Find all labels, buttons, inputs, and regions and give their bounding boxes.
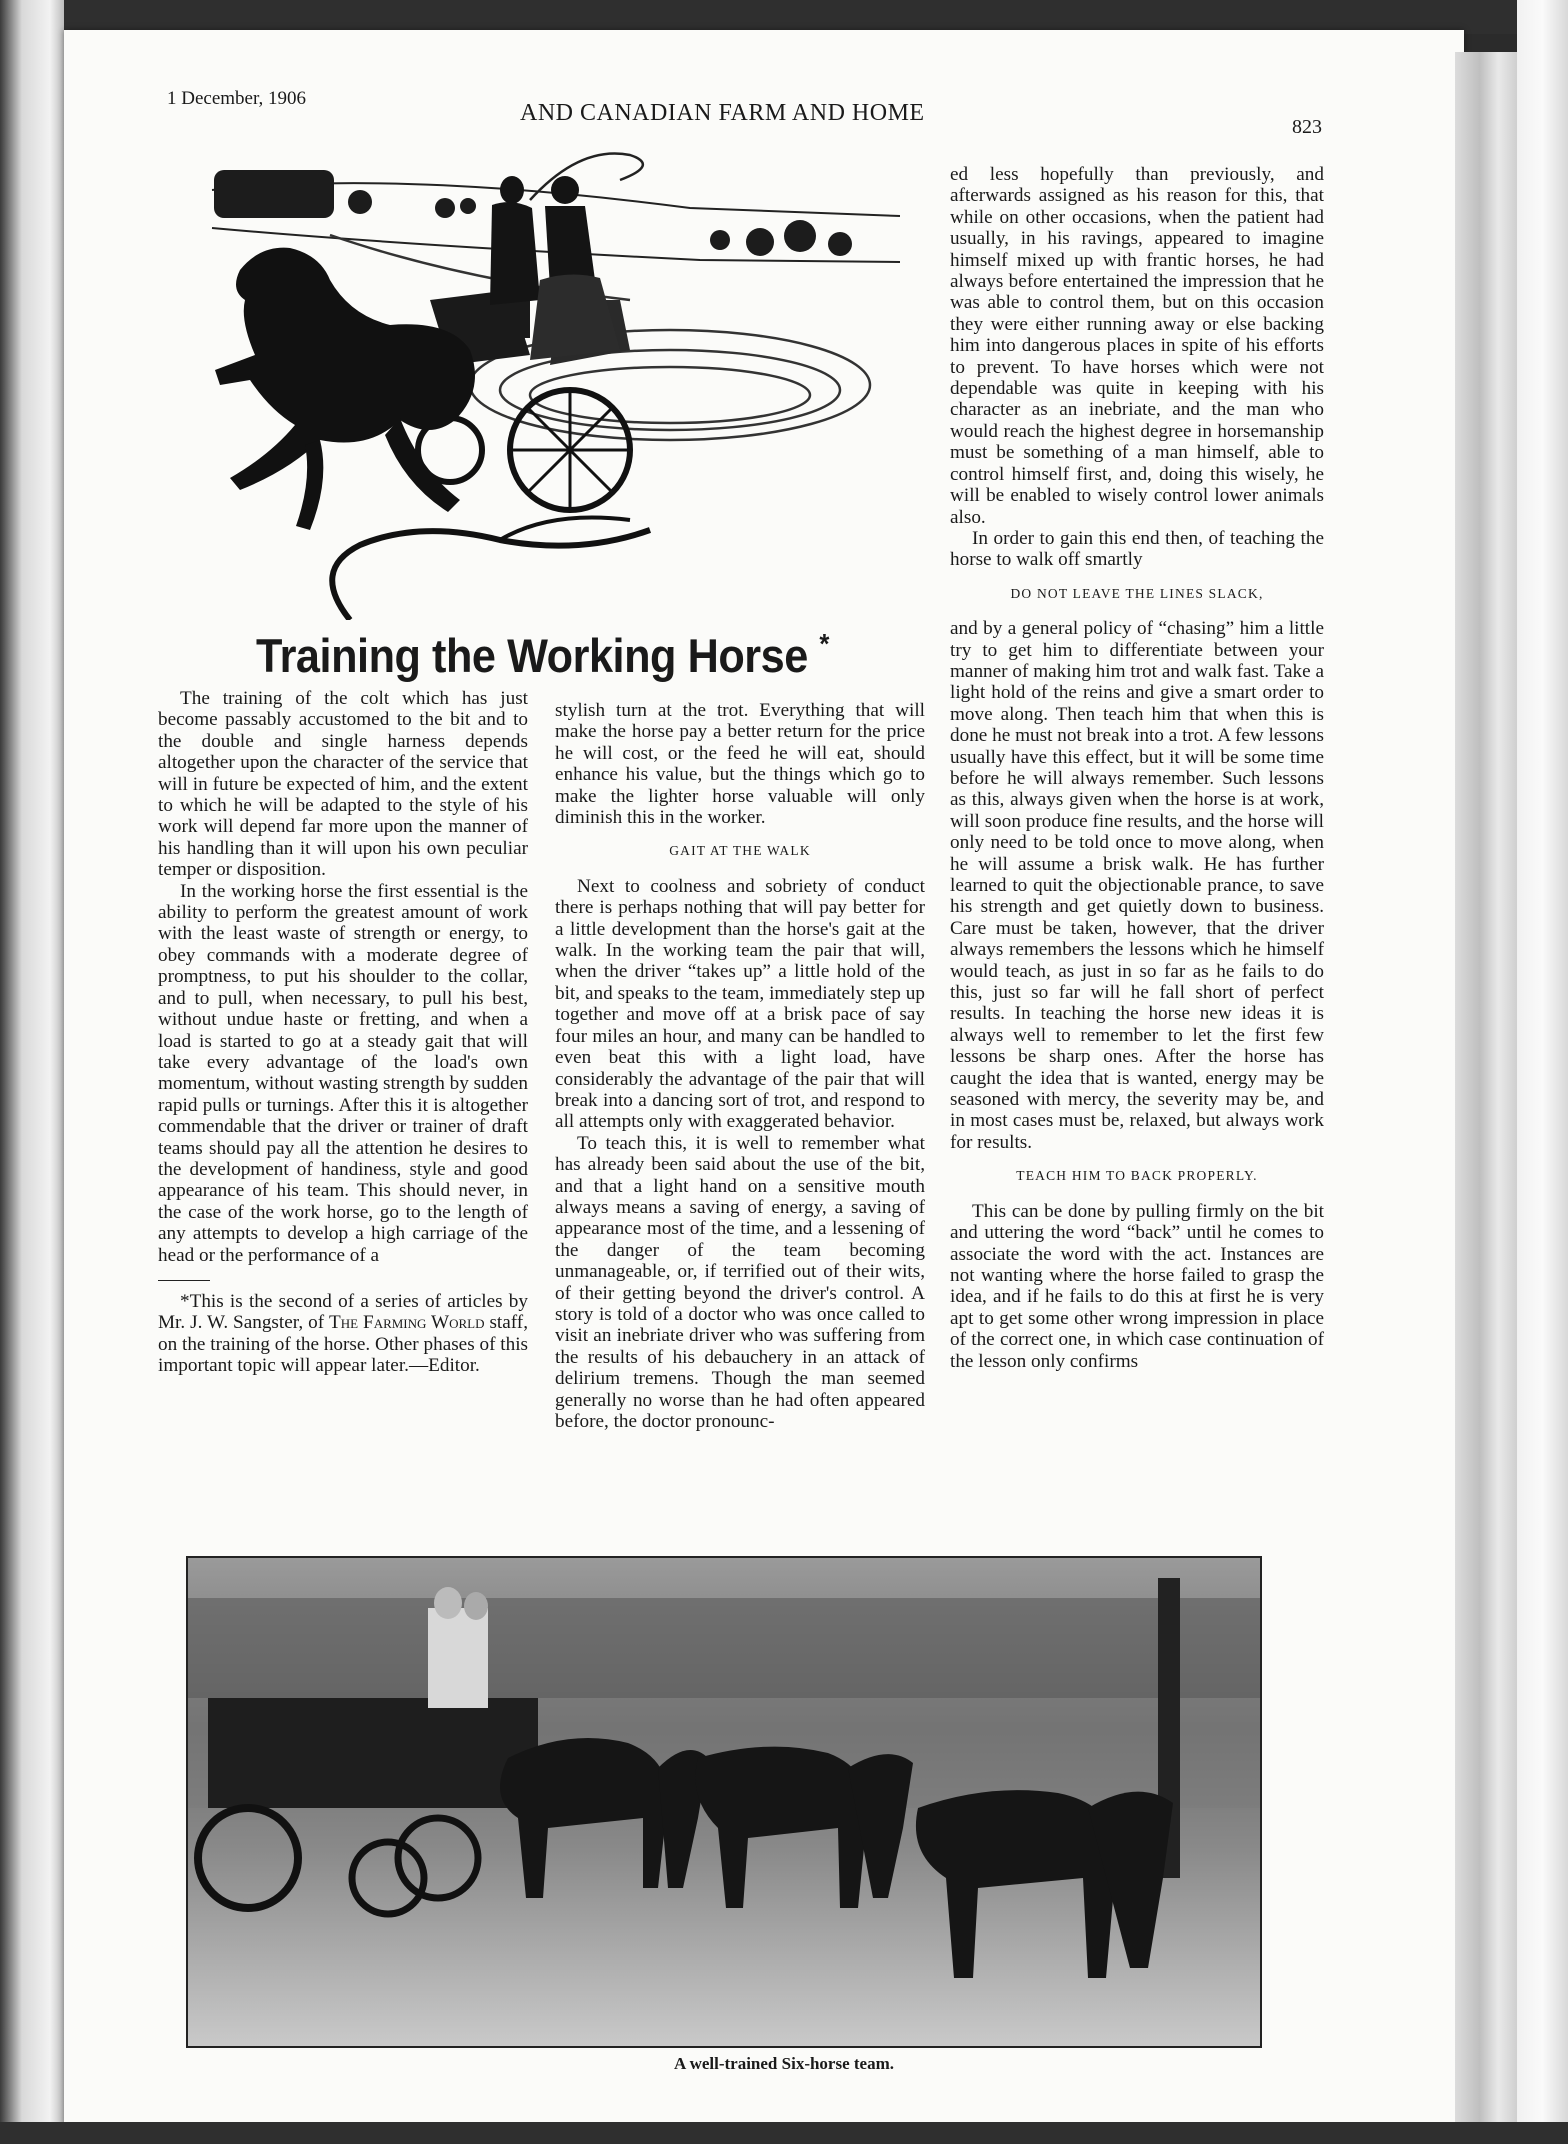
paragraph: ed less hopefully than previously, and afterwards assigned as his reason for this, that while on other occasions, when the patient had usually, in his ravings, appeared to imagine himself mixed up with frantic horses, he had always before entertained the impression that he was able to control them, but on this occasion they were either running away or else backing him into dangerous places in spite of his efforts to prevent. To have horses which were not dependable was quite in keeping with his character as an inebriate, and the man who would reach the highest degree in horsemanship must be something of a man himself, able to control himself first, and, doing this wisely, he will be enabled to wisely control lower animals also.: [950, 164, 1324, 528]
horse-carriage-illustration: [200, 150, 900, 620]
scan-border-bottom: [0, 2122, 1568, 2144]
headline-text: Training the Working Horse: [256, 629, 808, 682]
paragraph: and by a general policy of “chasing” him a little try to get him to differentiate between your manner of making him trot and walk fast. Take a light hold of the reins and give a smart order to move along. Then teach him that when this is done he must not break into a trot. A few lessons usually have this effect, but it will be some time before he will always remember. Such lessons as this, always given when the horse is at work, will soon produce fine results, and the horse will only need to be told once to move along, when he will assume a brisk walk. He has further learned to quit the objectionable prance, to save his strength and get quietly down to business. Care must be taken, however, that the driver always remembers the lessons which he himself would teach, as just in so far as he fails to do this, just so far will he fall short of perfect results. In teaching the horse new ideas it is always well to remember to let the first few lessons be sharp ones. After the horse has caught the idea that is wanted, energy may be seasoned with mercy, the severity may be, and in most cases must be, relaxed, but always work for results.: [950, 618, 1324, 1153]
footnote-marker: *: [819, 628, 829, 659]
paragraph: This can be done by pulling firmly on the bit and uttering the word “back” until he comes to associate the word with the act. Instances are not wanting where the horse failed to grasp the idea, and if he fails to do this at first he is very apt to get some other wrong impression in place of the correct one, in which case continuation of the lesson only confirms: [950, 1200, 1324, 1372]
photo-caption: A well-trained Six-horse team.: [673, 2054, 895, 2073]
paragraph: In the working horse the first essential is the ability to perform the greatest amount of work with the least waste of strength or energy, to obey commands with a moderate degree of promptness, to put his shoulder to the collar, and to pull, when necessary, to pull his best, without undue haste or fretting, and when a load is started to go at a steady gait that will take every advantage of the load's own momentum, without wasting strength by sudden rapid pulls or turnings. After this it is altogether commendable that the driver or trainer of draft teams should pay all the attention he desires to the development of handiness, style and good appearance of his team. This should never, in the case of the work horse, go to the length of any attempts to develop a high carriage of the head or the performance of a: [158, 880, 528, 1266]
paragraph: To teach this, it is well to remember what has already been said about the use of the bit, and that a light hand on a sensitive mouth always means a saving of energy, a saving of appearance most of the time, and a lessening of the danger of the team becoming unmanageable, or, if terrified out of their wits, of their getting beyond the driver's control. A story is told of a doctor who was once called to visit an inebriate driver who was suffering from the results of his debauchery in an attack of delirium tremens. Though the man seemed generally no worse than he had often appeared before, the doctor pronounc-: [555, 1132, 925, 1432]
scan-border-left: [0, 0, 64, 2144]
footnote: [158, 1291, 528, 1377]
scan-border-right: [1517, 0, 1568, 2144]
subheading-gait: GAIT AT THE WALK: [669, 843, 811, 859]
paragraph: In order to gain this end then, of teaching the horse to walk off smartly: [950, 527, 1324, 571]
paragraph: stylish turn at the trot. Everything that will make the horse pay a better return for the price he will cost, or the feed he will eat, should enhance his value, but the things which go to make the lighter horse valuable will only diminish this in the worker.: [555, 700, 925, 829]
publication-name: The Farming World: [329, 1312, 485, 1334]
subheading-lines: DO NOT LEAVE THE LINES SLACK,: [1010, 585, 1264, 601]
page-binding-edge: [1455, 52, 1517, 2144]
column-3: [950, 164, 1324, 1372]
six-horse-team-photo: [186, 1556, 1262, 2048]
paragraph: Next to coolness and sobriety of conduct there is perhaps nothing that will pay better for a little development than the horse's gait at the walk. In the working team the pair that will, when the driver “takes up” a little hold of the bit, and speaks to the team, immediately step up together and move off at a brisk pace of say four miles an hour, and many can be handled to even beat this with a light load, have considerably the advantage of the pair that will break into a dancing sort of trot, and respond to all attempts only with exaggerated behavior.: [555, 875, 925, 1133]
article-headline: [256, 628, 829, 683]
scan-border-top: [0, 0, 1568, 34]
footnote-rule: [158, 1280, 210, 1281]
subheading-back: TEACH HIM TO BACK PROPERLY.: [1016, 1168, 1258, 1184]
page-number: 823: [1292, 116, 1322, 138]
footnote-text: *This is the second of a series of articles by Mr. J. W. Sangster, of: [158, 1290, 528, 1334]
column-1: [158, 688, 528, 1377]
footnote-text: staff, on the training of the horse. Other phases of this important topic will appear later.—Editor.: [158, 1312, 528, 1377]
running-title: AND CANADIAN FARM AND HOME: [520, 100, 925, 126]
paragraph: The training of the colt which has just become passably accustomed to the bit and to the double and single harness depends altogether upon the character of the service that will in future be expected of him, and the extent to which he will be adapted to the style of his work will depend far more upon the manner of his handling than it will upon his own peculiar temper or disposition.: [158, 688, 528, 881]
column-2: [555, 700, 925, 1432]
issue-date: 1 December, 1906: [167, 88, 307, 109]
